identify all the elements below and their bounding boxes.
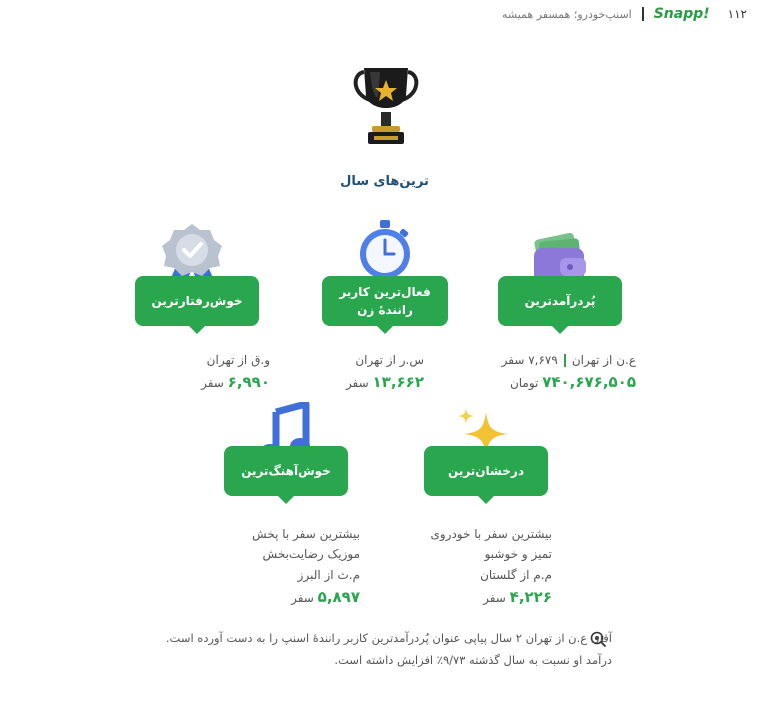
most-active-driver: س.ر از تهران xyxy=(355,353,424,367)
brightest-line-1: بیشترین سفر با خودروی xyxy=(430,527,552,541)
brand-logo: Snapp! xyxy=(653,6,710,22)
most-melodious-driver: م.ث از البرز xyxy=(297,567,360,582)
highest-earning-line xyxy=(466,350,636,370)
badge-icon xyxy=(160,222,224,284)
most-melodious-info xyxy=(200,524,360,611)
highest-earning-driver: ع.ن از تهران xyxy=(571,353,636,367)
most-active-unit: سفر xyxy=(345,376,369,391)
label-best-behaved: خوش‌رفتارترین xyxy=(135,276,259,326)
most-melodious-value-line xyxy=(200,585,360,611)
highest-earning-trips: ۷,۶۷۹ سفر xyxy=(501,353,558,367)
brightest-unit: سفر xyxy=(483,591,506,606)
highest-earning-value-line xyxy=(466,370,636,396)
most-melodious-line-2: موزیک رضایت‌بخش xyxy=(262,547,360,562)
label-brightest: درخشان‌ترین xyxy=(424,446,548,496)
most-active-value: ۱۳,۶۶۲ xyxy=(372,373,424,392)
inline-divider xyxy=(564,354,566,367)
best-behaved-unit: سفر xyxy=(201,376,224,391)
brightest-info xyxy=(400,524,552,611)
highest-earning-value: ۷۴۰,۶۷۶,۵۰۵ xyxy=(542,373,636,392)
most-melodious-value: ۵,۸۹۷ xyxy=(317,588,360,607)
best-behaved-driver: و.ق از تهران xyxy=(206,353,270,367)
most-melodious-unit: سفر xyxy=(291,591,314,606)
brightest-line-2: تمیز و خوشبو xyxy=(484,547,552,562)
header-divider xyxy=(642,7,644,21)
stopwatch-icon xyxy=(354,218,416,282)
best-behaved-info xyxy=(140,350,270,396)
label-highest-earning: پُردرآمدترین xyxy=(498,276,622,326)
highest-earning-unit: تومان xyxy=(509,376,539,391)
header-subtitle: اسنپ‌خودرو؛ همسفر همیشه xyxy=(502,7,632,21)
most-melodious-line-1: بیشترین سفر با پخش xyxy=(252,527,360,541)
label-most-melodious: خوش‌آهنگ‌ترین xyxy=(224,446,348,496)
most-active-value-line xyxy=(296,370,424,396)
page-title: ترین‌های سال xyxy=(340,174,429,189)
brightest-value: ۴,۲۲۶ xyxy=(509,588,552,607)
highest-earning-info xyxy=(466,350,636,396)
brightest-driver: م.م از گلستان xyxy=(480,567,552,582)
trophy-icon xyxy=(350,60,422,156)
footnote: آقای ع.ن از تهران ۲ سال پیاپی عنوان پُردرآمدترین کاربر رانندهٔ اسنپ را به دست آورده است. درآمد او نسبت به سال گذشته ۹/۷۳٪ افزایش داشته است. xyxy=(165,631,612,667)
page-number: ۱۱۲ xyxy=(727,7,747,21)
label-most-active-female-driver: فعال‌ترین کاربر رانندهٔ زن xyxy=(322,276,448,326)
best-behaved-value: ۶,۹۹۰ xyxy=(227,373,270,392)
brightest-value-line xyxy=(400,585,552,611)
most-active-info xyxy=(296,350,424,396)
page-header xyxy=(502,6,747,22)
best-behaved-value-line xyxy=(140,370,270,396)
